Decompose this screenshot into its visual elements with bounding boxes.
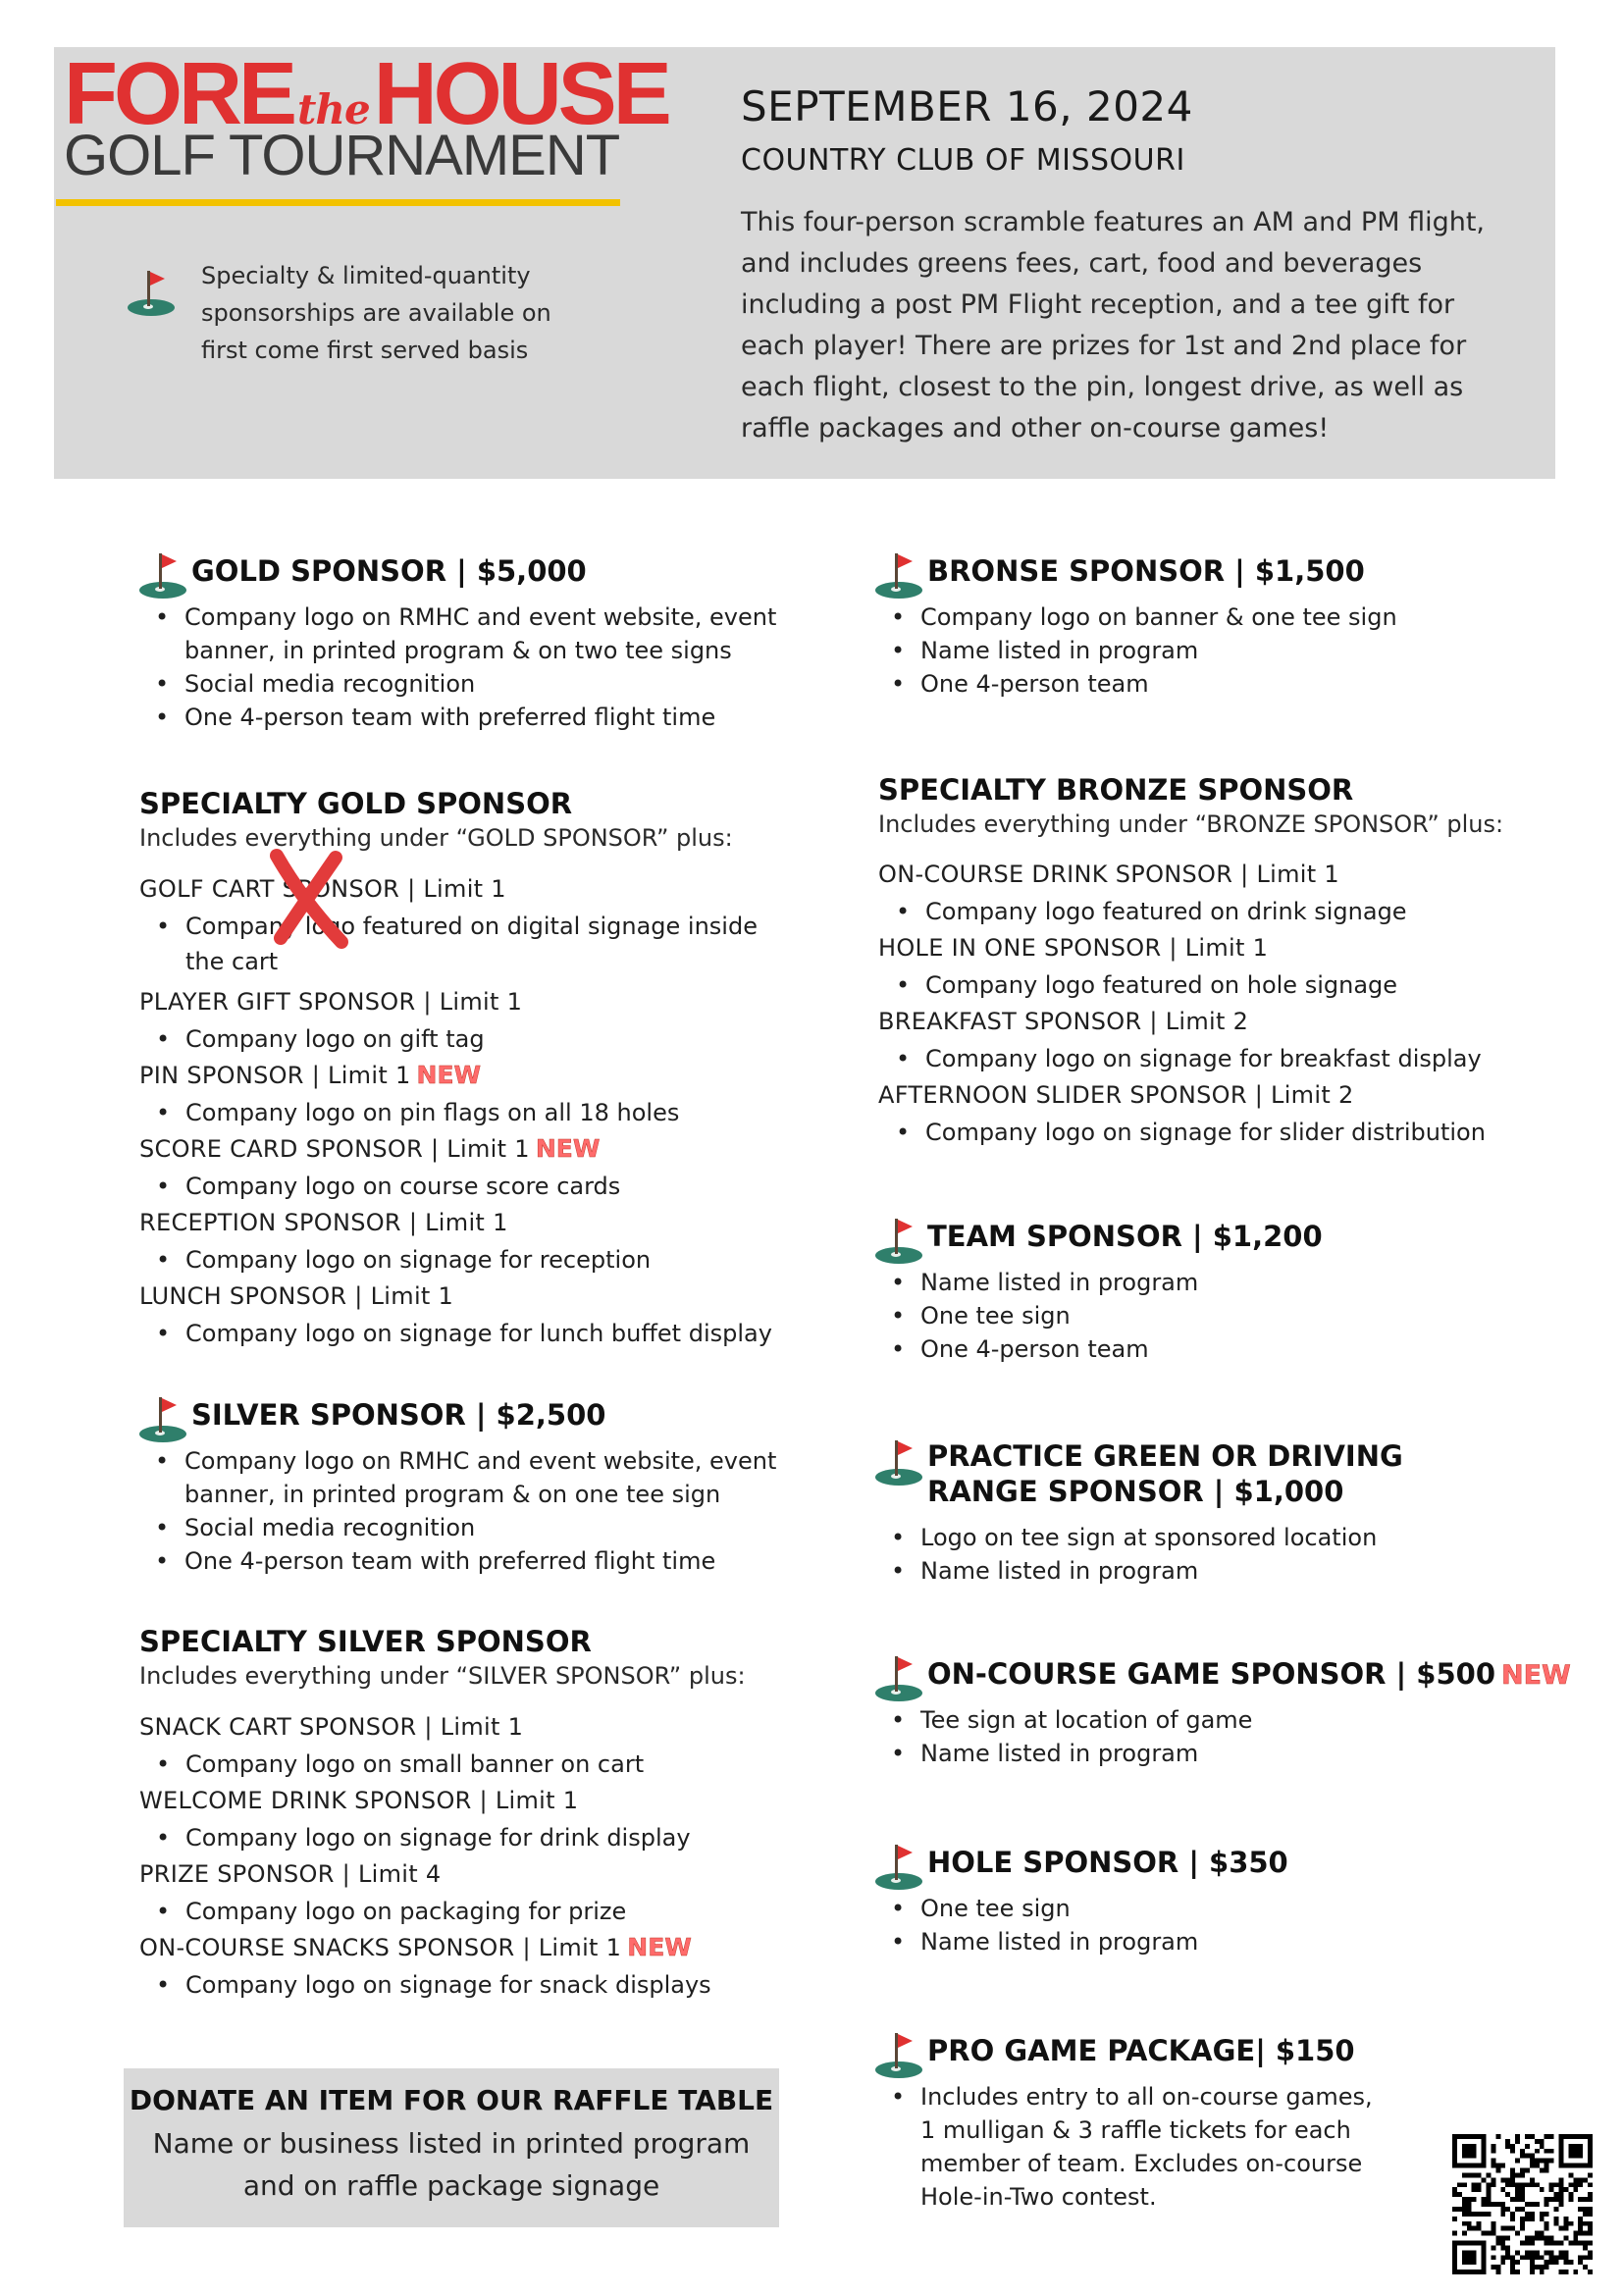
on-course-game-sponsor-benefits — [920, 1703, 1529, 1770]
list-item: • Name listed in program — [920, 1554, 1529, 1588]
lunch-sponsor-name: LUNCH SPONSOR | Limit 1 — [139, 1282, 454, 1310]
on-course-drink-sponsor-name: ON-COURSE DRINK SPONSOR | Limit 1 — [878, 861, 1339, 888]
practice-title-line2: RANGE SPONSOR | $1,000 — [927, 1475, 1344, 1508]
list-item: • One 4-person team — [920, 1332, 1529, 1366]
afternoon-slider-sponsor-name: AFTERNOON SLIDER SPONSOR | Limit 2 — [878, 1081, 1354, 1109]
on-course-drink-sponsor-detail: • Company logo featured on drink signage — [925, 894, 1534, 929]
golf-flag-icon — [126, 269, 177, 318]
breakfast-sponsor-name: BREAKFAST SPONSOR | Limit 2 — [878, 1008, 1249, 1035]
logo-word-the: the — [297, 85, 370, 133]
score-card-sponsor-detail: • Company logo on course score cards — [185, 1169, 774, 1204]
prize-sponsor-name: PRIZE SPONSOR | Limit 4 — [139, 1860, 442, 1888]
pro-game-package-title: PRO GAME PACKAGE| $150 — [927, 2034, 1355, 2067]
new-badge: NEW — [416, 1061, 482, 1089]
silver-sponsor-benefits — [184, 1444, 812, 1578]
golf-flag-icon — [873, 1843, 924, 1892]
player-gift-sponsor-name: PLAYER GIFT SPONSOR | Limit 1 — [139, 988, 523, 1016]
on-course-game-sponsor — [873, 1654, 1571, 1782]
bronze-sponsor-title: BRONSE SPONSOR | $1,500 — [927, 554, 1365, 588]
welcome-drink-sponsor-detail: • Company logo on signage for drink display — [185, 1820, 774, 1855]
silver-sponsor — [137, 1395, 805, 1592]
lunch-sponsor-detail: • Company logo on signage for lunch buffet display — [185, 1316, 774, 1351]
golf-flag-icon — [137, 551, 188, 600]
list-item: • Logo on tee sign at sponsored location — [920, 1521, 1529, 1554]
reception-sponsor-name: RECEPTION SPONSOR | Limit 1 — [139, 1209, 508, 1236]
team-sponsor-title: TEAM SPONSOR | $1,200 — [927, 1220, 1323, 1253]
donate-detail-line2: and on raffle package signage — [242, 2169, 660, 2202]
gold-sponsor — [137, 551, 805, 748]
pro-game-package — [873, 2031, 1462, 2227]
list-item: • One tee sign — [920, 1892, 1529, 1925]
practice-green-sponsor-title — [927, 1438, 1477, 1509]
bronze-sponsor — [873, 551, 1541, 718]
donate-title: DONATE AN ITEM FOR OUR RAFFLE TABLE — [129, 2084, 774, 2116]
hole-in-one-sponsor-name: HOLE IN ONE SPONSOR | Limit 1 — [878, 934, 1269, 962]
team-sponsor — [873, 1217, 1541, 1383]
pro-line: • Includes entry to all on-course games, — [920, 2083, 1373, 2111]
list-item: • Company logo on RMHC and event website, event banner, in printed program & on two tee signs — [184, 600, 812, 667]
reception-sponsor-detail: • Company logo on signage for reception — [185, 1242, 774, 1278]
list-item: • Name listed in program — [920, 1925, 1529, 1958]
logo-word-fore: FORE — [64, 45, 294, 143]
golf-flag-icon — [873, 2031, 924, 2080]
qr-code[interactable] — [1452, 2134, 1593, 2274]
bronze-sponsor-benefits — [920, 600, 1529, 701]
pro-line: member of team. Excludes on-course — [920, 2150, 1363, 2177]
golf-flag-icon — [137, 1395, 188, 1444]
new-badge: NEW — [627, 1933, 692, 1961]
breakfast-sponsor-detail: • Company logo on signage for breakfast display — [925, 1041, 1534, 1076]
list-item: • One 4-person team with preferred flight time — [184, 1544, 812, 1578]
pin-sponsor-detail: • Company logo on pin flags on all 18 holes — [185, 1095, 774, 1130]
list-item: • Name listed in program — [920, 1737, 1529, 1770]
on-course-game-sponsor-title: ON-COURSE GAME SPONSOR | $500 NEW — [927, 1657, 1571, 1691]
golf-flag-icon — [873, 551, 924, 600]
donate-raffle-box — [124, 2068, 779, 2227]
red-x-icon — [263, 844, 351, 952]
hole-sponsor-title: HOLE SPONSOR | $350 — [927, 1846, 1288, 1879]
list-item: • Tee sign at location of game — [920, 1703, 1529, 1737]
list-item: • Name listed in program — [920, 1266, 1529, 1299]
event-venue: COUNTRY CLUB OF MISSOURI — [741, 143, 1185, 178]
availability-note-text: Specialty & limited-quantity sponsorships are available on first come first served basis — [201, 262, 551, 364]
hole-in-one-sponsor-detail: • Company logo featured on hole signage — [925, 967, 1534, 1003]
gold-sponsor-benefits — [184, 600, 812, 734]
event-date: SEPTEMBER 16, 2024 — [741, 82, 1193, 130]
golf-flag-icon — [873, 1217, 924, 1266]
list-item: • Company logo on banner & one tee sign — [920, 600, 1529, 634]
silver-sponsor-title: SILVER SPONSOR | $2,500 — [191, 1398, 606, 1432]
pin-sponsor-name: PIN SPONSOR | Limit 1 NEW — [139, 1061, 482, 1089]
snack-cart-sponsor-name: SNACK CART SPONSOR | Limit 1 — [139, 1713, 524, 1741]
snack-cart-sponsor-detail: • Company logo on small banner on cart — [185, 1747, 774, 1782]
specialty-silver-title: SPECIALTY SILVER SPONSOR — [139, 1625, 592, 1658]
list-item: • One 4-person team — [920, 667, 1529, 701]
logo-word-house: HOUSE — [373, 45, 668, 143]
pro-line: 1 mulligan & 3 raffle tickets for each — [920, 2116, 1351, 2144]
gold-sponsor-title: GOLD SPONSOR | $5,000 — [191, 554, 587, 588]
on-course-snacks-sponsor-detail: • Company logo on signage for snack displays — [185, 1967, 774, 2003]
pro-game-package-benefits — [920, 2080, 1391, 2214]
golf-flag-icon — [873, 1438, 924, 1487]
new-badge: NEW — [1501, 1660, 1571, 1691]
specialty-gold-title: SPECIALTY GOLD SPONSOR — [139, 787, 573, 820]
list-item — [920, 2080, 1391, 2214]
list-item: • Social media recognition — [184, 1511, 812, 1544]
logo-subtitle: GOLF TOURNAMENT — [64, 124, 620, 187]
practice-title-line1: PRACTICE GREEN OR DRIVING — [927, 1439, 1403, 1473]
list-item: • One tee sign — [920, 1299, 1529, 1332]
list-item: • Company logo on RMHC and event website, event banner, in printed program & on one tee sign — [184, 1444, 812, 1511]
afternoon-slider-sponsor-detail: • Company logo on signage for slider distribution — [925, 1115, 1534, 1150]
practice-green-sponsor-benefits — [920, 1521, 1529, 1588]
event-description: This four-person scramble features an AM and PM flight, and includes greens fees, cart, food and beverages including a post PM Flight reception, and a tee gift for each player! There are prizes for 1st and 2nd place for each flight, closest to the pin, longest drive, as well as raffle packages and other on-course games! — [741, 207, 1486, 444]
team-sponsor-benefits — [920, 1266, 1529, 1366]
new-badge: NEW — [535, 1134, 601, 1163]
on-course-snacks-sponsor-name: ON-COURSE SNACKS SPONSOR | Limit 1 NEW — [139, 1933, 692, 1961]
specialty-bronze-subtitle: Includes everything under “BRONZE SPONSOR” plus: — [878, 810, 1504, 838]
player-gift-sponsor-detail: • Company logo on gift tag — [185, 1021, 774, 1057]
specialty-bronze-title: SPECIALTY BRONZE SPONSOR — [878, 773, 1354, 807]
welcome-drink-sponsor-name: WELCOME DRINK SPONSOR | Limit 1 — [139, 1787, 579, 1814]
list-item: • Social media recognition — [184, 667, 812, 701]
hole-sponsor-benefits — [920, 1892, 1529, 1958]
pro-line: Hole-in-Two contest. — [920, 2183, 1157, 2211]
golf-cart-sponsor-name: GOLF CART SPONSOR | Limit 1 — [139, 875, 506, 903]
golf-flag-icon — [873, 1654, 924, 1703]
list-item: • Name listed in program — [920, 634, 1529, 667]
logo-underline — [56, 199, 620, 206]
specialty-gold-subtitle: Includes everything under “GOLD SPONSOR” plus: — [139, 824, 733, 852]
donate-detail-line1: Name or business listed in printed program — [152, 2127, 751, 2160]
specialty-silver-subtitle: Includes everything under “SILVER SPONSOR” plus: — [139, 1662, 746, 1690]
score-card-sponsor-name: SCORE CARD SPONSOR | Limit 1 NEW — [139, 1134, 601, 1163]
prize-sponsor-detail: • Company logo on packaging for prize — [185, 1894, 774, 1929]
hole-sponsor — [873, 1843, 1541, 1970]
practice-green-sponsor — [873, 1438, 1541, 1595]
list-item: • One 4-person team with preferred flight time — [184, 701, 812, 734]
golf-cart-sponsor-detail: • Company logo featured on digital signage inside the cart — [185, 909, 774, 979]
